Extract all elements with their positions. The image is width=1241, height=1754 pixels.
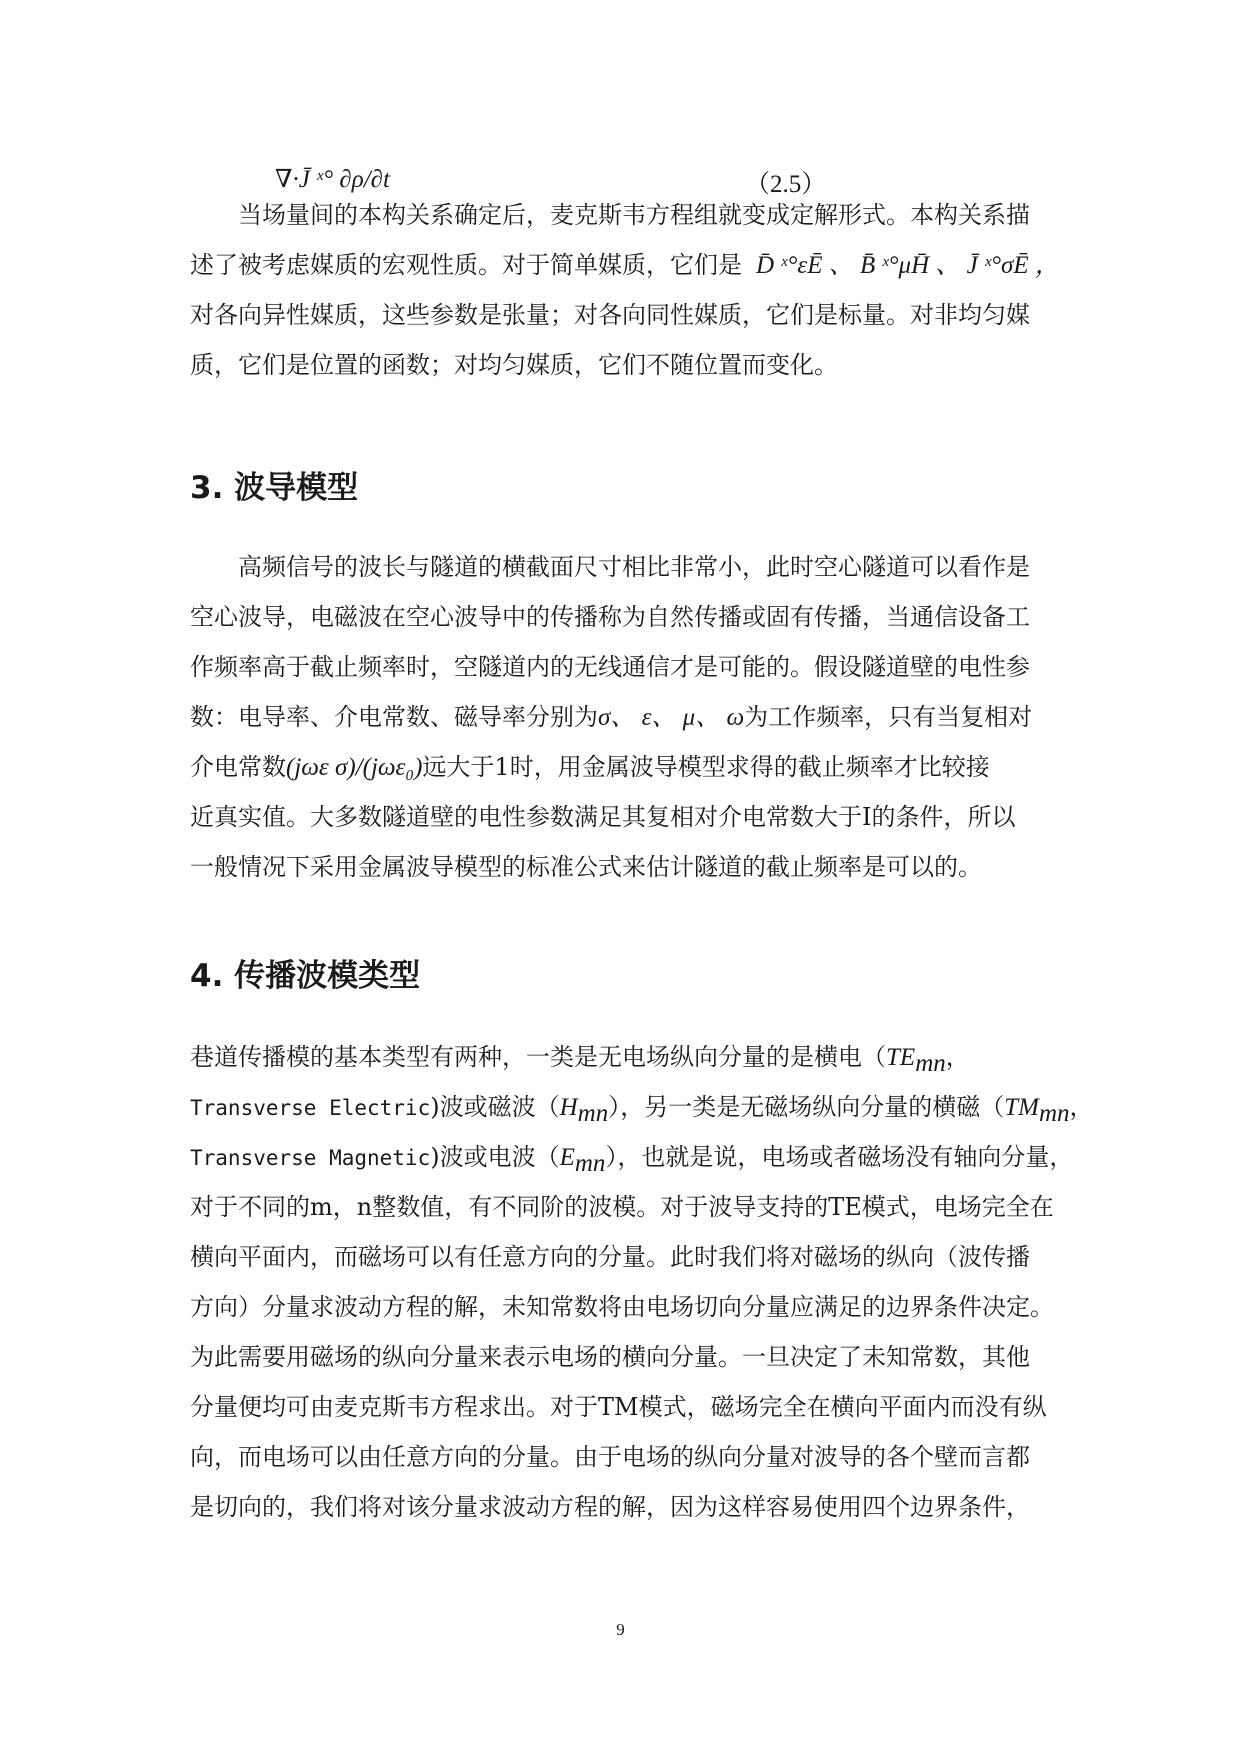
text-span: 介电常数 <box>190 753 286 781</box>
text-span: ， <box>1069 1093 1094 1121</box>
text-span: )波或磁波（ <box>430 1093 560 1121</box>
text-line: 作频率高于截止频率时，空隧道内的无线通信才是可能的。假设隧道壁的电性参 <box>190 653 1030 681</box>
text-line: 对于不同的m，n整数值，有不同阶的波模。对于波导支持的TE模式，电场完全在 <box>190 1193 1054 1221</box>
text-span: ），也就是说，电场或者磁场没有轴向分量， <box>605 1143 1074 1171</box>
subscript-mn: mn <box>915 1049 946 1077</box>
text-span: 远大于1时，用金属波导模型求得的截止频率才比较接 <box>422 753 990 781</box>
text-line <box>190 692 1060 742</box>
relative-permittivity-fraction: (jωε σ)/(jωε₀) <box>286 754 423 781</box>
text-line <box>190 240 1060 290</box>
text-line: 高频信号的波长与隧道的横截面尺寸相比非常小，此时空心隧道可以看作是 <box>238 553 1030 581</box>
section-heading-3: 3. 波导模型 <box>190 470 359 506</box>
parameter-symbols: σ、 ε、 μ、 ω <box>598 704 745 731</box>
text-span: )波或电波（ <box>430 1143 560 1171</box>
constitutive-relations: D̄ ˣ°εĒ 、 B̄ ˣ°μH̄ 、 J̄ ˣ°σĒ ， <box>756 252 1060 279</box>
text-line: 分量便均可由麦克斯韦方程求出。对于TM模式，磁场完全在横向平面内而没有纵 <box>190 1393 1047 1421</box>
tm-symbol: TM <box>1004 1094 1039 1121</box>
text-span: ， <box>945 1043 970 1071</box>
te-symbol: TE <box>886 1044 916 1071</box>
text-line: 横向平面内，而磁场可以有任意方向的分量。此时我们将对磁场的纵向（波传播 <box>190 1243 1030 1271</box>
text-line <box>190 1132 1074 1182</box>
text-span: 为工作频率，只有当复相对 <box>744 703 1033 731</box>
text-line: 当场量间的本构关系确定后，麦克斯韦方程组就变成定解形式。本构关系描 <box>238 201 1030 229</box>
text-line: 一般情况下采用金属波导模型的标准公式来估计隧道的截止频率是可以的。 <box>190 853 982 881</box>
text-span: 巷道传播模的基本类型有两种，一类是无电场纵向分量的是横电（ <box>190 1043 886 1071</box>
equation-expression: ∇·J̄ ˣ° ∂ρ/∂t <box>275 166 390 193</box>
text-line <box>190 1032 1060 1082</box>
text-span: 数：电导率、介电常数、磁导率分别为 <box>190 703 598 731</box>
section4-paragraph <box>190 1032 1094 1532</box>
text-line: 近真实值。大多数隧道壁的电性参数满足其复相对介电常数大于I的条件，所以 <box>190 803 1016 831</box>
text-line: 方向）分量求波动方程的解，未知常数将由电场切向分量应满足的边界条件决定。 <box>190 1293 1054 1321</box>
text-line: 质，它们是位置的函数；对均匀媒质，它们不随位置而变化。 <box>190 351 838 379</box>
equation-number: （2.5） <box>745 171 827 198</box>
text-line: 空心波导，电磁波在空心波导中的传播称为自然传播或固有传播，当通信设备工 <box>190 603 1030 631</box>
text-line: 为此需要用磁场的纵向分量来表示电场的横向分量。一旦决定了未知常数，其他 <box>190 1343 1030 1371</box>
section3-paragraph <box>190 542 1060 892</box>
e-symbol: E <box>559 1144 575 1171</box>
english-term: Transverse Electric <box>190 1096 431 1120</box>
english-term: Transverse Magnetic <box>190 1146 431 1170</box>
text-line <box>190 742 1060 792</box>
h-symbol: H <box>559 1094 578 1121</box>
text-span: 述了被考虑媒质的宏观性质。对于简单媒质，它们是 <box>190 251 742 279</box>
intro-paragraph <box>190 190 1060 390</box>
page-number: 9 <box>616 1620 625 1639</box>
text-line <box>190 1082 1094 1132</box>
text-line: 是切向的，我们将对该分量求波动方程的解，因为这样容易使用四个边界条件， <box>190 1493 1030 1521</box>
subscript-mn: mn <box>577 1099 609 1127</box>
text-line: 向，而电场可以由任意方向的分量。由于电场的纵向分量对波导的各个壁而言都 <box>190 1443 1030 1471</box>
subscript-mn: mn <box>574 1149 606 1177</box>
text-span: ），另一类是无磁场纵向分量的横磁（ <box>608 1093 1005 1121</box>
subscript-mn: mn <box>1038 1099 1070 1127</box>
section-heading-4: 4. 传播波模类型 <box>190 958 421 994</box>
text-line: 对各向异性媒质，这些参数是张量；对各向同性媒质，它们是标量。对非均匀媒 <box>190 301 1030 329</box>
